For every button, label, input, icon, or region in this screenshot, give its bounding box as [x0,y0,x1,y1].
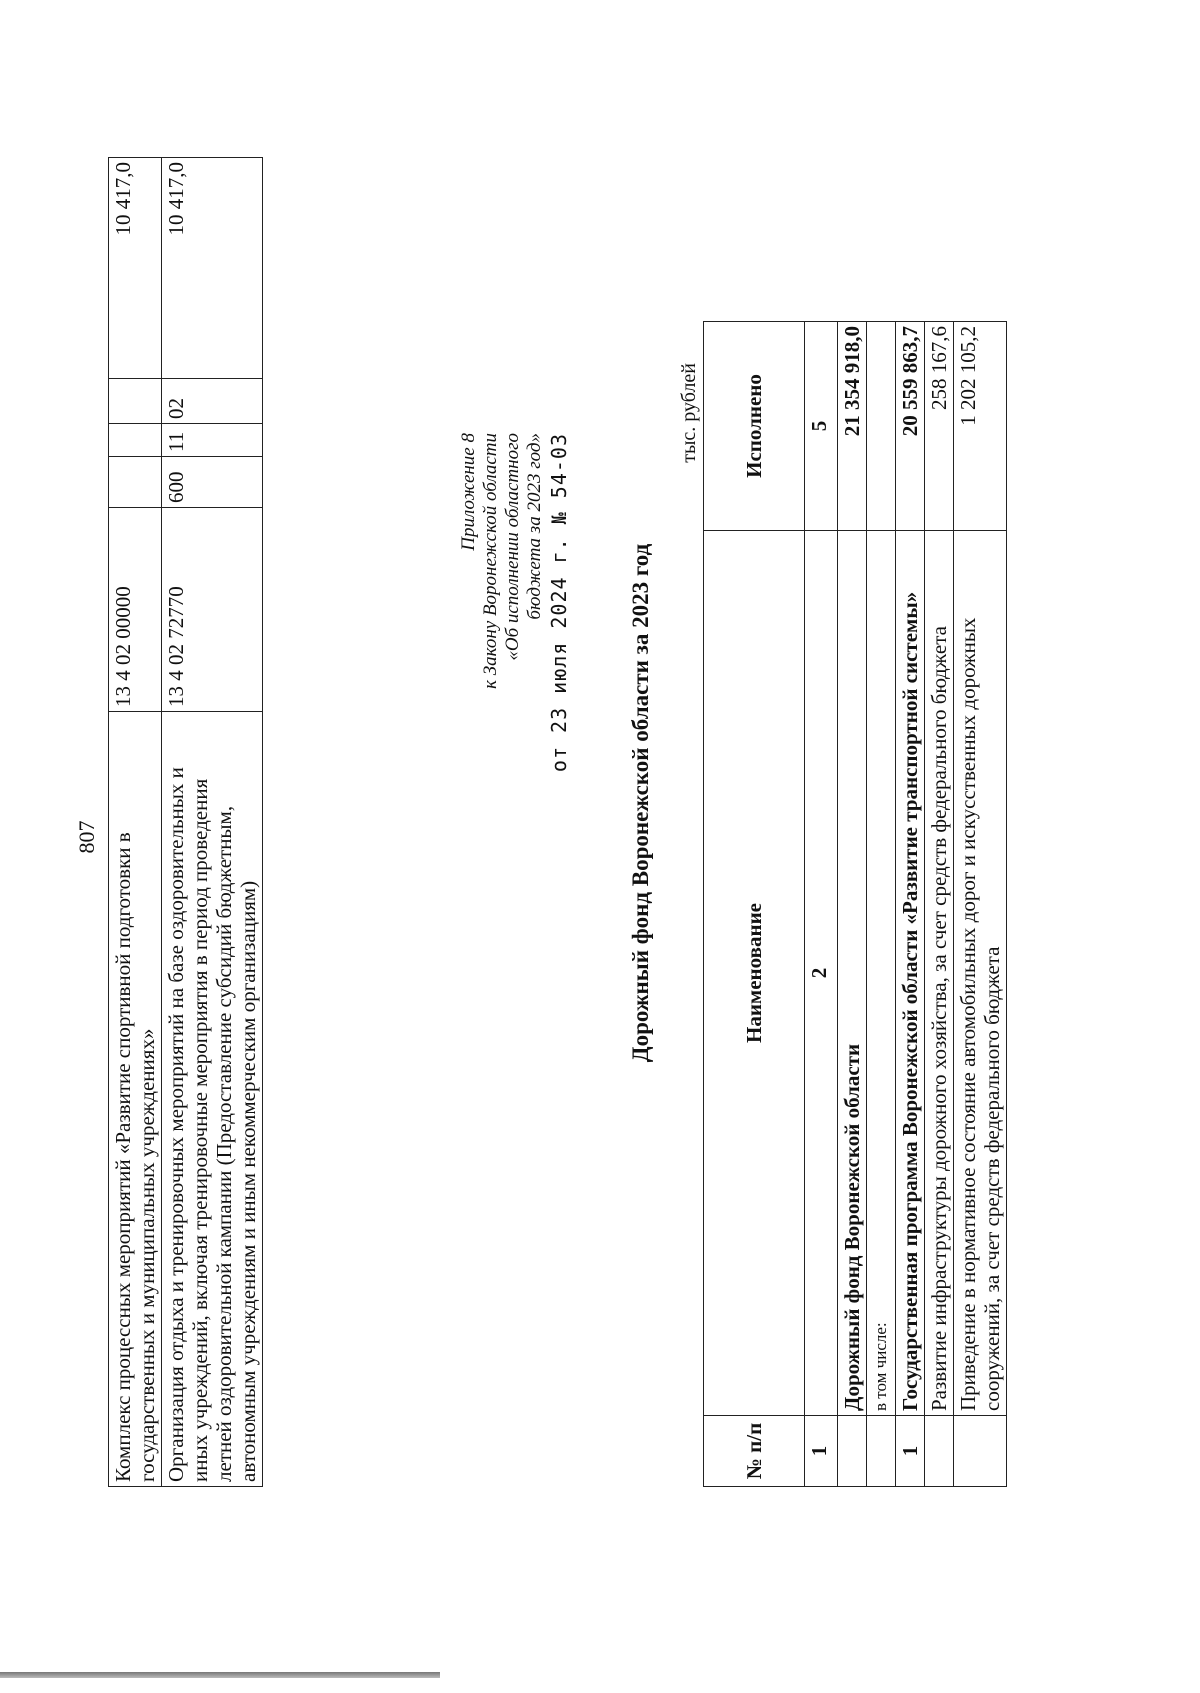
header-executed: Исполнено [704,322,805,531]
row-name: в том числе: [867,531,896,1416]
row-executed: 258 167,6 [925,322,954,531]
row-number [838,1416,867,1487]
table-row [954,322,1007,1487]
scan-edge-mark [0,1672,440,1678]
row-name: Дорожный фонд Воронежской области [838,531,867,1416]
appendix-number: Приложение 8 [458,433,479,551]
appendix-header [458,433,570,1133]
row-section [109,424,162,457]
index-number: 1 [805,1416,838,1487]
appendix-law-title-cont: бюджета за 2023 год» [524,433,545,620]
header-number: № п/п [704,1416,805,1487]
row-executed [867,322,896,531]
row-sum: 10 417,0 [109,158,162,379]
row-name: Приведение в нормативное состояние автомобильных дорог и искусственных дорожных сооружений, за счет средств федерального бюджета [954,531,1007,1416]
table-title: Дорожный фонд Воронежской области за 2023 год [628,543,653,1063]
row-executed: 21 354 918,0 [838,322,867,531]
row-number: 1 [896,1416,925,1487]
row-subsection: 02 [162,379,263,424]
table-row [838,322,867,1487]
table-row [896,322,925,1487]
page-number: 807 [74,820,99,854]
row-code: 13 4 02 72770 [162,508,263,712]
row-number [925,1416,954,1487]
appendix-date: от 23 июля 2024 г. № 54-03 [547,433,571,773]
table-row [109,158,162,1487]
column-index-row [805,322,838,1487]
index-name: 2 [805,531,838,1416]
row-subsection [109,379,162,424]
table-header-row [704,322,805,1487]
appendix-law-title: «Об исполнении областного [502,433,523,661]
row-code: 13 4 02 00000 [109,508,162,712]
row-name: Развитие инфраструктуры дорожного хозяйства, за счет средств федерального бюджета [925,531,954,1416]
row-expense-type: 600 [162,457,263,508]
units-label: тыс. рублей [678,363,700,463]
table-row [925,322,954,1487]
table-row [162,158,263,1487]
row-sum: 10 417,0 [162,158,263,379]
row-number [867,1416,896,1487]
row-name: Комплекс процессных мероприятий «Развитие спортивной подготовки в государственных и муниципальных учреждениях» [109,712,162,1487]
row-number [954,1416,1007,1487]
table-row [867,322,896,1487]
row-executed: 20 559 863,7 [896,322,925,531]
row-executed: 1 202 105,2 [954,322,1007,531]
budget-table-continuation [108,157,263,1487]
row-name: Государственная программа Воронежской области «Развитие транспортной системы» [896,531,925,1416]
row-section: 11 [162,424,263,457]
index-executed: 5 [805,322,838,531]
row-name: Организация отдыха и тренировочных мероприятий на базе оздоровительных и иных учреждений, включая тренировочные мероприятия в период проведения летней оздоровительной кампании (Предоставление субсидий бюджетным, автономным учреждениям и иным некоммерческим организациям) [162,712,263,1487]
appendix-law: к Закону Воронежской области [480,433,501,689]
row-expense-type [109,457,162,508]
road-fund-table [703,321,1007,1487]
header-name: Наименование [704,531,805,1416]
